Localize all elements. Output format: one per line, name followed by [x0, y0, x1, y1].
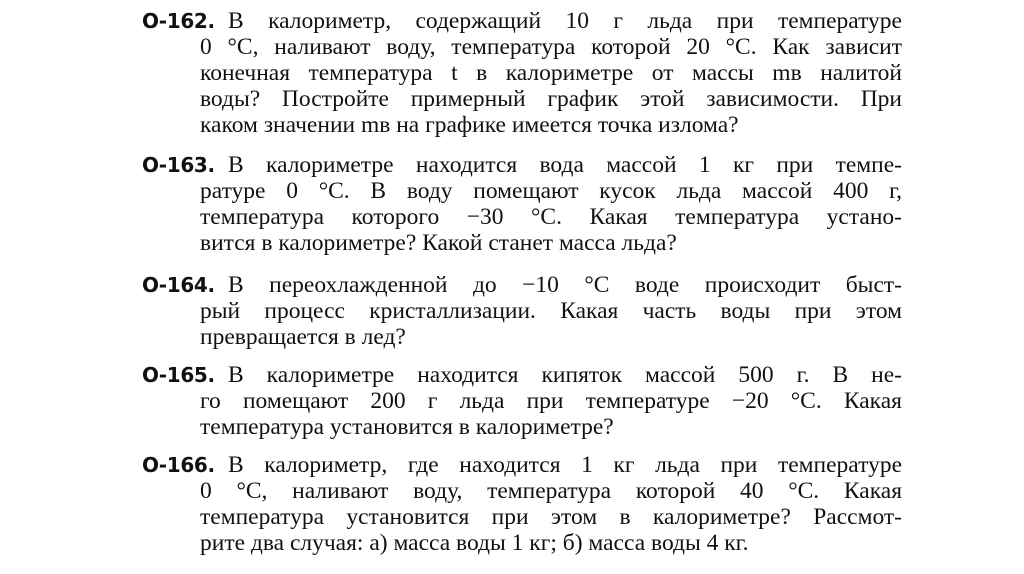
problem-line: В калориметр, содержащий 10 г льда при температуре: [228, 8, 902, 34]
problem-text: [142, 362, 902, 440]
problem-line: 0 °С, наливают воду, температура которой 20 °С. Как зависит: [200, 34, 902, 60]
problem-line: В калориметр, где находится 1 кг льда при температуре: [228, 452, 902, 478]
problem-line: вится в калориметре? Какой станет масса льда?: [200, 230, 677, 256]
problem-text: [142, 152, 902, 256]
problem-text: [142, 272, 902, 350]
problem-line: температура которого −30 °С. Какая температура устано-: [200, 204, 902, 230]
problem-line: рите два случая: а) масса воды 1 кг; б) масса воды 4 кг.: [200, 530, 749, 556]
problem-number: О-165.: [142, 363, 215, 387]
problem-text: [142, 8, 902, 138]
problem-line: рый процесс кристаллизации. Какая часть воды при этом: [200, 298, 902, 324]
problem-line: В переохлажденной до −10 °С воде происходит быст-: [228, 272, 902, 298]
problem-text: [142, 452, 902, 556]
problem-line: температура установится при этом в калориметре? Рассмот-: [200, 504, 902, 530]
problem-number: О-166.: [142, 453, 215, 477]
problem-line: воды? Постройте примерный график этой зависимости. При: [200, 86, 902, 112]
problem-line: 0 °С, наливают воду, температура которой 40 °С. Какая: [200, 478, 902, 504]
problem-line: В калориметре находится кипяток массой 500 г. В не-: [228, 362, 902, 388]
problem-line: превращается в лед?: [200, 324, 406, 350]
problem-number: О-162.: [142, 9, 215, 33]
problem-line: го помещают 200 г льда при температуре −20 °С. Какая: [200, 388, 902, 414]
problem-line: температура установится в калориметре?: [200, 414, 614, 440]
problem-line: ратуре 0 °С. В воду помещают кусок льда массой 400 г,: [200, 178, 902, 204]
problem-line: конечная температура t в калориметре от массы mв налитой: [200, 60, 902, 86]
problem-number: О-163.: [142, 153, 215, 177]
problem-number: О-164.: [142, 273, 215, 297]
problem-line: каком значении mв на графике имеется точка излома?: [200, 112, 739, 138]
problem-line: В калориметре находится вода массой 1 кг при темпе-: [228, 152, 902, 178]
